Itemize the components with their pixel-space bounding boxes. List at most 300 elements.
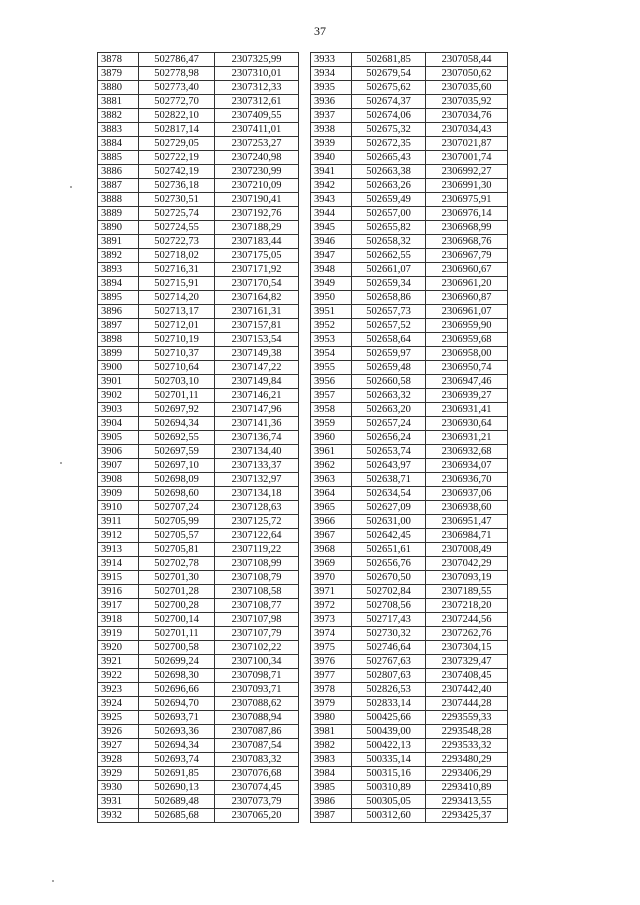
point-number-cell: 3982: [311, 739, 352, 753]
y-coordinate-cell: 2307098,71: [215, 669, 299, 683]
table-row: [98, 291, 299, 305]
x-coordinate-cell: 502807,63: [352, 669, 426, 683]
table-row: [311, 487, 508, 501]
point-number-cell: 3948: [311, 263, 352, 277]
point-number-cell: 3903: [98, 403, 139, 417]
table-row: [98, 627, 299, 641]
x-coordinate-cell: 502778,98: [139, 67, 215, 81]
x-coordinate-cell: 502707,24: [139, 501, 215, 515]
x-coordinate-cell: 502712,01: [139, 319, 215, 333]
table-row: [311, 67, 508, 81]
y-coordinate-cell: 2307411,01: [215, 123, 299, 137]
x-coordinate-cell: 502658,64: [352, 333, 426, 347]
point-number-cell: 3941: [311, 165, 352, 179]
y-coordinate-cell: 2306968,99: [426, 221, 508, 235]
x-coordinate-cell: 502710,64: [139, 361, 215, 375]
point-number-cell: 3971: [311, 585, 352, 599]
table-row: [98, 767, 299, 781]
y-coordinate-cell: 2307035,60: [426, 81, 508, 95]
y-coordinate-cell: 2307329,47: [426, 655, 508, 669]
x-coordinate-cell: 502702,84: [352, 585, 426, 599]
point-number-cell: 3894: [98, 277, 139, 291]
point-number-cell: 3923: [98, 683, 139, 697]
point-number-cell: 3918: [98, 613, 139, 627]
x-coordinate-cell: 502693,71: [139, 711, 215, 725]
point-number-cell: 3979: [311, 697, 352, 711]
point-number-cell: 3905: [98, 431, 139, 445]
y-coordinate-cell: 2306959,90: [426, 319, 508, 333]
y-coordinate-cell: 2306932,68: [426, 445, 508, 459]
x-coordinate-cell: 502694,34: [139, 739, 215, 753]
x-coordinate-cell: 502663,20: [352, 403, 426, 417]
x-coordinate-cell: 502701,11: [139, 627, 215, 641]
point-number-cell: 3895: [98, 291, 139, 305]
point-number-cell: 3969: [311, 557, 352, 571]
y-coordinate-cell: 2307042,29: [426, 557, 508, 571]
x-coordinate-cell: 502716,31: [139, 263, 215, 277]
y-coordinate-cell: 2307147,22: [215, 361, 299, 375]
point-number-cell: 3959: [311, 417, 352, 431]
x-coordinate-cell: 500422,13: [352, 739, 426, 753]
x-coordinate-cell: 502693,36: [139, 725, 215, 739]
y-coordinate-cell: 2306937,06: [426, 487, 508, 501]
table-row: [311, 109, 508, 123]
y-coordinate-cell: 2307262,76: [426, 627, 508, 641]
table-row: [98, 375, 299, 389]
point-number-cell: 3880: [98, 81, 139, 95]
x-coordinate-cell: 502767,63: [352, 655, 426, 669]
table-row: [98, 641, 299, 655]
y-coordinate-cell: 2307153,54: [215, 333, 299, 347]
point-number-cell: 3950: [311, 291, 352, 305]
table-row: [98, 67, 299, 81]
point-number-cell: 3921: [98, 655, 139, 669]
table-row: [311, 683, 508, 697]
point-number-cell: 3907: [98, 459, 139, 473]
y-coordinate-cell: 2306984,71: [426, 529, 508, 543]
x-coordinate-cell: 502651,61: [352, 543, 426, 557]
point-number-cell: 3912: [98, 529, 139, 543]
point-number-cell: 3929: [98, 767, 139, 781]
point-number-cell: 3938: [311, 123, 352, 137]
y-coordinate-cell: 2307065,20: [215, 809, 299, 823]
table-row: [98, 487, 299, 501]
table-row: [311, 417, 508, 431]
y-coordinate-cell: 2293410,89: [426, 781, 508, 795]
table-row: [98, 361, 299, 375]
point-number-cell: 3924: [98, 697, 139, 711]
point-number-cell: 3945: [311, 221, 352, 235]
table-row: [311, 81, 508, 95]
y-coordinate-cell: 2307161,31: [215, 305, 299, 319]
y-coordinate-cell: 2307240,98: [215, 151, 299, 165]
x-coordinate-cell: 502772,70: [139, 95, 215, 109]
y-coordinate-cell: 2307073,79: [215, 795, 299, 809]
y-coordinate-cell: 2307218,20: [426, 599, 508, 613]
point-number-cell: 3913: [98, 543, 139, 557]
x-coordinate-cell: 502713,17: [139, 305, 215, 319]
point-number-cell: 3974: [311, 627, 352, 641]
table-row: [98, 53, 299, 67]
table-row: [311, 697, 508, 711]
x-coordinate-cell: 502693,74: [139, 753, 215, 767]
y-coordinate-cell: 2307035,92: [426, 95, 508, 109]
y-coordinate-cell: 2307310,01: [215, 67, 299, 81]
table-row: [311, 781, 508, 795]
point-number-cell: 3900: [98, 361, 139, 375]
y-coordinate-cell: 2306934,07: [426, 459, 508, 473]
y-coordinate-cell: 2306958,00: [426, 347, 508, 361]
y-coordinate-cell: 2307312,61: [215, 95, 299, 109]
x-coordinate-cell: 502696,66: [139, 683, 215, 697]
point-number-cell: 3896: [98, 305, 139, 319]
y-coordinate-cell: 2306960,87: [426, 291, 508, 305]
x-coordinate-cell: 502700,28: [139, 599, 215, 613]
y-coordinate-cell: 2307087,86: [215, 725, 299, 739]
table-row: [98, 683, 299, 697]
y-coordinate-cell: 2307188,29: [215, 221, 299, 235]
y-coordinate-cell: 2307050,62: [426, 67, 508, 81]
table-row: [311, 375, 508, 389]
x-coordinate-cell: 502701,30: [139, 571, 215, 585]
point-number-cell: 3878: [98, 53, 139, 67]
x-coordinate-cell: 502692,55: [139, 431, 215, 445]
x-coordinate-cell: 502697,10: [139, 459, 215, 473]
x-coordinate-cell: 502710,19: [139, 333, 215, 347]
x-coordinate-cell: 502643,97: [352, 459, 426, 473]
table-row: [311, 739, 508, 753]
table-row: [311, 641, 508, 655]
point-number-cell: 3934: [311, 67, 352, 81]
y-coordinate-cell: 2307107,98: [215, 613, 299, 627]
point-number-cell: 3985: [311, 781, 352, 795]
x-coordinate-cell: 502657,73: [352, 305, 426, 319]
y-coordinate-cell: 2307100,34: [215, 655, 299, 669]
table-row: [311, 291, 508, 305]
y-coordinate-cell: 2307008,49: [426, 543, 508, 557]
x-coordinate-cell: 502657,52: [352, 319, 426, 333]
point-number-cell: 3881: [98, 95, 139, 109]
y-coordinate-cell: 2307210,09: [215, 179, 299, 193]
table-row: [311, 585, 508, 599]
point-number-cell: 3953: [311, 333, 352, 347]
y-coordinate-cell: 2293533,32: [426, 739, 508, 753]
x-coordinate-cell: 502659,49: [352, 193, 426, 207]
y-coordinate-cell: 2293559,33: [426, 711, 508, 725]
y-coordinate-cell: 2307136,74: [215, 431, 299, 445]
x-coordinate-cell: 502730,32: [352, 627, 426, 641]
y-coordinate-cell: 2307408,45: [426, 669, 508, 683]
y-coordinate-cell: 2293425,37: [426, 809, 508, 823]
point-number-cell: 3887: [98, 179, 139, 193]
x-coordinate-cell: 502674,37: [352, 95, 426, 109]
table-row: [311, 431, 508, 445]
x-coordinate-cell: 502698,30: [139, 669, 215, 683]
x-coordinate-cell: 502717,43: [352, 613, 426, 627]
point-number-cell: 3986: [311, 795, 352, 809]
point-number-cell: 3914: [98, 557, 139, 571]
table-row: [311, 571, 508, 585]
y-coordinate-cell: 2307164,82: [215, 291, 299, 305]
x-coordinate-cell: 502822,10: [139, 109, 215, 123]
point-number-cell: 3946: [311, 235, 352, 249]
y-coordinate-cell: 2307128,63: [215, 501, 299, 515]
table-row: [98, 585, 299, 599]
table-row: [311, 599, 508, 613]
point-number-cell: 3927: [98, 739, 139, 753]
y-coordinate-cell: 2307442,40: [426, 683, 508, 697]
x-coordinate-cell: 502698,60: [139, 487, 215, 501]
point-number-cell: 3899: [98, 347, 139, 361]
point-number-cell: 3962: [311, 459, 352, 473]
point-number-cell: 3957: [311, 389, 352, 403]
point-number-cell: 3944: [311, 207, 352, 221]
table-row: [311, 459, 508, 473]
x-coordinate-cell: 502722,73: [139, 235, 215, 249]
table-row: [98, 277, 299, 291]
x-coordinate-cell: 502689,48: [139, 795, 215, 809]
y-coordinate-cell: 2307304,15: [426, 641, 508, 655]
x-coordinate-cell: 502658,32: [352, 235, 426, 249]
table-row: [98, 347, 299, 361]
table-row: [311, 347, 508, 361]
table-row: [311, 361, 508, 375]
table-row: [98, 557, 299, 571]
point-number-cell: 3885: [98, 151, 139, 165]
point-number-cell: 3936: [311, 95, 352, 109]
point-number-cell: 3947: [311, 249, 352, 263]
y-coordinate-cell: 2307034,76: [426, 109, 508, 123]
table-row: [98, 473, 299, 487]
point-number-cell: 3911: [98, 515, 139, 529]
table-row: [311, 123, 508, 137]
point-number-cell: 3879: [98, 67, 139, 81]
table-row: [311, 795, 508, 809]
table-row: [98, 599, 299, 613]
y-coordinate-cell: 2307108,77: [215, 599, 299, 613]
x-coordinate-cell: 502656,76: [352, 557, 426, 571]
y-coordinate-cell: 2307244,56: [426, 613, 508, 627]
point-number-cell: 3966: [311, 515, 352, 529]
table-row: [98, 809, 299, 823]
point-number-cell: 3931: [98, 795, 139, 809]
point-number-cell: 3883: [98, 123, 139, 137]
table-row: [98, 95, 299, 109]
y-coordinate-cell: 2306961,07: [426, 305, 508, 319]
table-row: [98, 165, 299, 179]
x-coordinate-cell: 502690,13: [139, 781, 215, 795]
y-coordinate-cell: 2307134,18: [215, 487, 299, 501]
y-coordinate-cell: 2307230,99: [215, 165, 299, 179]
table-row: [98, 781, 299, 795]
table-row: [98, 109, 299, 123]
x-coordinate-cell: 502662,55: [352, 249, 426, 263]
x-coordinate-cell: 502714,20: [139, 291, 215, 305]
x-coordinate-cell: 502718,02: [139, 249, 215, 263]
point-number-cell: 3920: [98, 641, 139, 655]
x-coordinate-cell: 502670,50: [352, 571, 426, 585]
point-number-cell: 3972: [311, 599, 352, 613]
point-number-cell: 3963: [311, 473, 352, 487]
y-coordinate-cell: 2306947,46: [426, 375, 508, 389]
table-row: [98, 725, 299, 739]
x-coordinate-cell: 502663,38: [352, 165, 426, 179]
point-number-cell: 3925: [98, 711, 139, 725]
x-coordinate-cell: 502826,53: [352, 683, 426, 697]
table-row: [311, 557, 508, 571]
point-number-cell: 3984: [311, 767, 352, 781]
table-row: [98, 137, 299, 151]
y-coordinate-cell: 2306936,70: [426, 473, 508, 487]
point-number-cell: 3942: [311, 179, 352, 193]
y-coordinate-cell: 2293413,55: [426, 795, 508, 809]
x-coordinate-cell: 502703,10: [139, 375, 215, 389]
scan-speck: [60, 462, 62, 464]
y-coordinate-cell: 2307074,45: [215, 781, 299, 795]
x-coordinate-cell: 502730,51: [139, 193, 215, 207]
table-row: [98, 459, 299, 473]
table-row: [311, 655, 508, 669]
x-coordinate-cell: 502705,57: [139, 529, 215, 543]
point-number-cell: 3886: [98, 165, 139, 179]
x-coordinate-cell: 500312,60: [352, 809, 426, 823]
x-coordinate-cell: 502715,91: [139, 277, 215, 291]
point-number-cell: 3892: [98, 249, 139, 263]
y-coordinate-cell: 2293548,28: [426, 725, 508, 739]
table-row: [98, 81, 299, 95]
table-row: [311, 333, 508, 347]
y-coordinate-cell: 2306961,20: [426, 277, 508, 291]
y-coordinate-cell: 2307125,72: [215, 515, 299, 529]
table-row: [98, 515, 299, 529]
y-coordinate-cell: 2306930,64: [426, 417, 508, 431]
y-coordinate-cell: 2307108,79: [215, 571, 299, 585]
point-number-cell: 3897: [98, 319, 139, 333]
table-row: [311, 249, 508, 263]
x-coordinate-cell: 502657,24: [352, 417, 426, 431]
y-coordinate-cell: 2307312,33: [215, 81, 299, 95]
y-coordinate-cell: 2307102,22: [215, 641, 299, 655]
point-number-cell: 3904: [98, 417, 139, 431]
point-number-cell: 3987: [311, 809, 352, 823]
table-row: [311, 767, 508, 781]
table-row: [98, 123, 299, 137]
point-number-cell: 3955: [311, 361, 352, 375]
x-coordinate-cell: 502634,54: [352, 487, 426, 501]
table-row: [311, 165, 508, 179]
x-coordinate-cell: 502638,71: [352, 473, 426, 487]
point-number-cell: 3889: [98, 207, 139, 221]
x-coordinate-cell: 502672,35: [352, 137, 426, 151]
point-number-cell: 3956: [311, 375, 352, 389]
table-row: [311, 613, 508, 627]
table-row: [98, 571, 299, 585]
x-coordinate-cell: 502786,47: [139, 53, 215, 67]
point-number-cell: 3919: [98, 627, 139, 641]
x-coordinate-cell: 502679,54: [352, 67, 426, 81]
table-row: [311, 445, 508, 459]
table-row: [311, 473, 508, 487]
table-row: [311, 389, 508, 403]
x-coordinate-cell: 502653,74: [352, 445, 426, 459]
scan-speck: [52, 880, 54, 882]
table-row: [311, 235, 508, 249]
table-row: [311, 725, 508, 739]
x-coordinate-cell: 502659,34: [352, 277, 426, 291]
point-number-cell: 3902: [98, 389, 139, 403]
table-row: [311, 207, 508, 221]
table-row: [311, 53, 508, 67]
x-coordinate-cell: 502700,14: [139, 613, 215, 627]
table-row: [311, 711, 508, 725]
y-coordinate-cell: 2306960,67: [426, 263, 508, 277]
x-coordinate-cell: 502729,05: [139, 137, 215, 151]
x-coordinate-cell: 502659,97: [352, 347, 426, 361]
x-coordinate-cell: 502702,78: [139, 557, 215, 571]
table-row: [98, 445, 299, 459]
point-number-cell: 3943: [311, 193, 352, 207]
table-row: [98, 669, 299, 683]
x-coordinate-cell: 502710,37: [139, 347, 215, 361]
x-coordinate-cell: 502660,58: [352, 375, 426, 389]
y-coordinate-cell: 2307149,38: [215, 347, 299, 361]
point-number-cell: 3882: [98, 109, 139, 123]
x-coordinate-cell: 502736,18: [139, 179, 215, 193]
point-number-cell: 3981: [311, 725, 352, 739]
y-coordinate-cell: 2307175,05: [215, 249, 299, 263]
x-coordinate-cell: 502663,26: [352, 179, 426, 193]
y-coordinate-cell: 2307058,44: [426, 53, 508, 67]
table-row: [98, 221, 299, 235]
y-coordinate-cell: 2307192,76: [215, 207, 299, 221]
x-coordinate-cell: 502681,85: [352, 53, 426, 67]
x-coordinate-cell: 502655,82: [352, 221, 426, 235]
table-row: [311, 543, 508, 557]
table-row: [98, 263, 299, 277]
table-row: [98, 319, 299, 333]
x-coordinate-cell: 502701,11: [139, 389, 215, 403]
x-coordinate-cell: 502661,07: [352, 263, 426, 277]
table-row: [98, 529, 299, 543]
y-coordinate-cell: 2307133,37: [215, 459, 299, 473]
x-coordinate-cell: 502663,32: [352, 389, 426, 403]
point-number-cell: 3906: [98, 445, 139, 459]
x-coordinate-cell: 502659,48: [352, 361, 426, 375]
x-coordinate-cell: 502656,24: [352, 431, 426, 445]
x-coordinate-cell: 502700,58: [139, 641, 215, 655]
x-coordinate-cell: 502694,34: [139, 417, 215, 431]
table-row: [311, 501, 508, 515]
table-row: [98, 417, 299, 431]
table-row: [98, 795, 299, 809]
page-number: 37: [314, 24, 326, 38]
point-number-cell: 3960: [311, 431, 352, 445]
y-coordinate-cell: 2307171,92: [215, 263, 299, 277]
table-row: [98, 403, 299, 417]
y-coordinate-cell: 2306939,27: [426, 389, 508, 403]
point-number-cell: 3891: [98, 235, 139, 249]
y-coordinate-cell: 2307108,99: [215, 557, 299, 571]
y-coordinate-cell: 2307087,54: [215, 739, 299, 753]
table-row: [98, 193, 299, 207]
x-coordinate-cell: 502697,59: [139, 445, 215, 459]
y-coordinate-cell: 2307134,40: [215, 445, 299, 459]
y-coordinate-cell: 2307132,97: [215, 473, 299, 487]
y-coordinate-cell: 2307141,36: [215, 417, 299, 431]
x-coordinate-cell: 500315,16: [352, 767, 426, 781]
point-number-cell: 3917: [98, 599, 139, 613]
table-row: [311, 193, 508, 207]
